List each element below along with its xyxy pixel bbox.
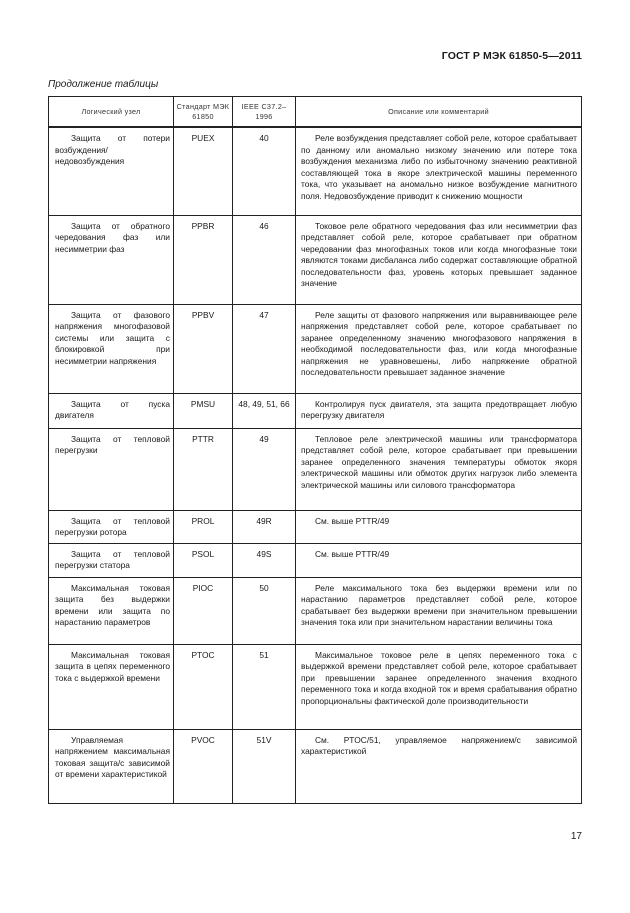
abbr-cell: PTTR: [174, 428, 233, 510]
node-cell: [49, 543, 174, 577]
column-header-description: Описание или комментарий: [296, 97, 582, 128]
description-text: См. выше PTTR/49: [315, 548, 390, 559]
table-row: [49, 577, 582, 644]
node-name: Защита от тепловой перегрузки: [55, 433, 170, 456]
ieee-cell: 49S: [233, 543, 296, 577]
description-cell: [296, 304, 582, 393]
node-name: Защита от пуска двигателя: [55, 398, 170, 421]
table-row: [49, 127, 582, 215]
table-header-row: [49, 97, 582, 128]
table-row: [49, 428, 582, 510]
ieee-cell: 51: [233, 644, 296, 729]
column-header-ieee: IEEE С37.2–1996: [233, 97, 296, 128]
table-row: [49, 644, 582, 729]
description-cell: [296, 127, 582, 215]
description-cell: [296, 729, 582, 803]
ieee-cell: 48, 49, 51, 66: [233, 393, 296, 428]
description-text: Реле максимального тока без выдержки времени или по нарастанию параметров представляет собой реле, которое срабатывает без выдержки времени при значительном превышении значения тока или при значительном нарастании величины тока: [301, 582, 577, 628]
ieee-cell: 49: [233, 428, 296, 510]
abbr-cell: PMSU: [174, 393, 233, 428]
abbr-cell: PSOL: [174, 543, 233, 577]
node-cell: [49, 644, 174, 729]
table-row: [49, 304, 582, 393]
column-header-node: Логический узел: [49, 97, 174, 128]
node-name: Управляемая напряжением максимальная токовая защита/с зависимой от времени характеристикой: [55, 734, 170, 780]
abbr-cell: PPBR: [174, 215, 233, 304]
node-cell: [49, 304, 174, 393]
description-text: См. выше PTTR/49: [315, 515, 390, 526]
description-text: Токовое реле обратного чередования фаз или несимметрии фаз представляет собой реле, которое срабатывает при обратном чередовании фаз многофазных токов или когда многофазные токи являются токами дисбаланса либо содержат составляющие обратной последовательности фаз, уровень которых превышает заданное значение: [301, 220, 577, 289]
node-name: Защита от потери возбуждения/недовозбуждения: [55, 133, 170, 167]
node-cell: [49, 215, 174, 304]
description-cell: [296, 510, 582, 543]
description-cell: [296, 543, 582, 577]
node-cell: [49, 729, 174, 803]
column-header-standard: Стандарт МЭК 61850: [174, 97, 233, 128]
node-cell: [49, 510, 174, 543]
ieee-cell: 40: [233, 127, 296, 215]
ieee-cell: 50: [233, 577, 296, 644]
description-cell: [296, 393, 582, 428]
abbr-cell: PIOC: [174, 577, 233, 644]
abbr-cell: PPBV: [174, 304, 233, 393]
description-text: Реле защиты от фазового напряжения или выравнивающее реле напряжения представляет собой реле, которое срабатывает по заранее определенному значению многофазового напряжения в необходимой последовательности фаз, или когда многофазные напряжения не уравновешены, либо напряжение обратной последовательности превышает заданное значение: [301, 309, 577, 378]
description-text: Контролируя пуск двигателя, эта защита предотвращает любую перегрузку двигателя: [301, 398, 577, 421]
description-cell: [296, 215, 582, 304]
ieee-cell: 49R: [233, 510, 296, 543]
node-cell: [49, 428, 174, 510]
ieee-cell: 46: [233, 215, 296, 304]
description-cell: [296, 644, 582, 729]
description-text: Максимальное токовое реле в цепях переменного тока с выдержкой времени представляет собой реле, которое срабатывает при превышении заранее определенного значения входного переменного тока и когда входной ток и время срабатывания обратно пропорциональны фактической доле производительности: [301, 649, 577, 707]
ieee-cell: 51V: [233, 729, 296, 803]
node-cell: [49, 577, 174, 644]
description-text: Реле возбуждения представляет собой реле, которое срабатывает по данному или аномально низкому значению или потере тока возбуждения механизма либо по избыточному значению реактивной составляющей тока в якоре электрической машины переменного тока, что указывает на аномально низкое возбуждение магнитного поля. Недовозбуждение приводит к снижению мощности: [301, 133, 577, 201]
abbr-cell: PVOC: [174, 729, 233, 803]
table-row: [49, 393, 582, 428]
ieee-cell: 47: [233, 304, 296, 393]
abbr-cell: PUEX: [174, 127, 233, 215]
table-row: [49, 510, 582, 543]
description-text: Тепловое реле электрической машины или трансформатора представляет собой реле, которое срабатывает при превышении заранее определенного значения температуры обмоток якоря электрической машины или обмоток других нагрузок либо элемента электрической машины или силового трансформатора: [301, 433, 577, 490]
node-cell: [49, 393, 174, 428]
abbr-cell: PTOC: [174, 644, 233, 729]
table-row: [49, 729, 582, 803]
page-number: 17: [570, 831, 582, 842]
logical-nodes-table: [48, 96, 582, 804]
node-name: Защита от фазового напряжения многофазовой системы или защита с блокировкой при несимметрии напряжения: [55, 309, 170, 366]
document-standard-header: ГОСТ Р МЭК 61850-5—2011: [441, 50, 582, 62]
table-row: [49, 215, 582, 304]
description-cell: [296, 577, 582, 644]
node-name: Защита от тепловой перегрузки статора: [55, 548, 170, 571]
description-cell: [296, 428, 582, 510]
node-name: Защита от тепловой перегрузки ротора: [55, 515, 170, 538]
node-name: Максимальная токовая защита в цепях переменного тока с выдержкой времени: [55, 649, 170, 683]
node-name: Максимальная токовая защита без выдержки времени или защита по нарастанию параметров: [55, 582, 170, 628]
description-text: См. PTOC/51, управляемое напряжением/с зависимой характеристикой: [301, 734, 577, 757]
table-row: [49, 543, 582, 577]
table-continuation-label: Продолжение таблицы: [48, 79, 159, 90]
abbr-cell: PROL: [174, 510, 233, 543]
node-cell: [49, 127, 174, 215]
node-name: Защита от обратного чередования фаз или несимметрии фаз: [55, 220, 170, 254]
